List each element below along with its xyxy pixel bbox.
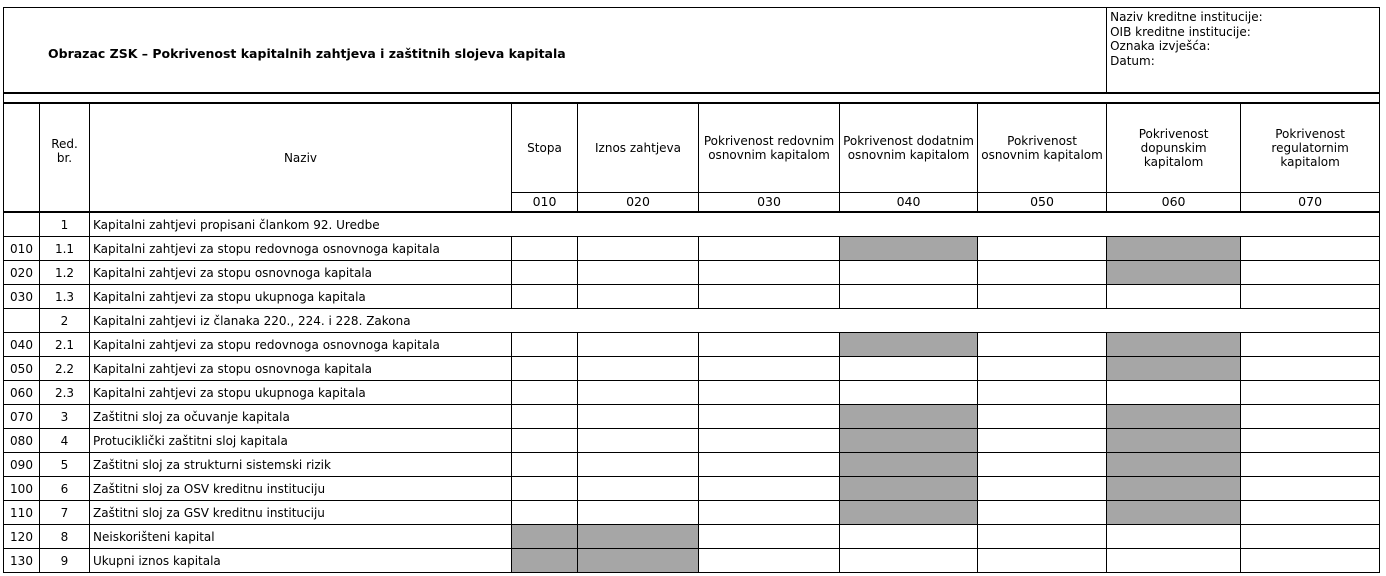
table-row xyxy=(4,357,1380,381)
value-cell-040-disabled xyxy=(840,477,978,501)
row-code: 040 xyxy=(4,333,40,357)
value-cell-030[interactable] xyxy=(699,285,840,309)
value-cell-050[interactable] xyxy=(978,501,1107,525)
row-label: Kapitalni zahtjevi propisani člankom 92. Uredbe xyxy=(90,212,1380,237)
spacer-row xyxy=(4,93,1380,103)
institution-info xyxy=(1107,8,1380,94)
value-cell-020[interactable] xyxy=(578,261,699,285)
row-label: Kapitalni zahtjevi za stopu ukupnoga kapitala xyxy=(90,381,512,405)
row-number: 6 xyxy=(40,477,90,501)
row-number: 2.2 xyxy=(40,357,90,381)
row-number: 5 xyxy=(40,453,90,477)
value-cell-010[interactable] xyxy=(512,381,578,405)
value-cell-070[interactable] xyxy=(1241,549,1380,573)
row-number: 2.1 xyxy=(40,333,90,357)
iznos-header: Iznos zahtjeva xyxy=(578,103,699,192)
col-code: 070 xyxy=(1241,192,1380,212)
zsk-table xyxy=(3,7,1380,573)
institution-name-label: Naziv kreditne institucije: xyxy=(1110,10,1263,24)
table-row xyxy=(4,525,1380,549)
value-cell-030[interactable] xyxy=(699,477,840,501)
row-label: Zaštitni sloj za strukturni sistemski rizik xyxy=(90,453,512,477)
form-title: Obrazac ZSK – Pokrivenost kapitalnih zahtjeva i zaštitnih slojeva kapitala xyxy=(4,8,1107,94)
value-cell-030[interactable] xyxy=(699,525,840,549)
value-cell-030[interactable] xyxy=(699,405,840,429)
value-cell-040[interactable] xyxy=(840,261,978,285)
value-cell-010-disabled xyxy=(512,549,578,573)
value-cell-070[interactable] xyxy=(1241,357,1380,381)
value-cell-030[interactable] xyxy=(699,549,840,573)
section-row xyxy=(4,309,1380,333)
col-code: 020 xyxy=(578,192,699,212)
row-number: 1.3 xyxy=(40,285,90,309)
red-br-header: Red. br. xyxy=(40,103,90,212)
value-cell-060[interactable] xyxy=(1107,381,1241,405)
row-label: Kapitalni zahtjevi za stopu ukupnoga kapitala xyxy=(90,285,512,309)
row-code: 010 xyxy=(4,237,40,261)
value-cell-030[interactable] xyxy=(699,429,840,453)
row-label: Kapitalni zahtjevi za stopu redovnoga osnovnoga kapitala xyxy=(90,237,512,261)
row-label: Zaštitni sloj za OSV kreditnu instituciju xyxy=(90,477,512,501)
value-cell-030[interactable] xyxy=(699,357,840,381)
value-cell-070[interactable] xyxy=(1241,381,1380,405)
table-row xyxy=(4,237,1380,261)
stopa-header: Stopa xyxy=(512,103,578,192)
value-cell-060-disabled xyxy=(1107,477,1241,501)
value-cell-020[interactable] xyxy=(578,237,699,261)
value-cell-020-disabled xyxy=(578,549,699,573)
value-cell-040-disabled xyxy=(840,429,978,453)
row-label: Kapitalni zahtjevi iz članaka 220., 224. i 228. Zakona xyxy=(90,309,1380,333)
column-headers xyxy=(4,103,1380,192)
row-number: 1.1 xyxy=(40,237,90,261)
value-cell-060-disabled xyxy=(1107,261,1241,285)
table-row xyxy=(4,405,1380,429)
row-label: Zaštitni sloj za GSV kreditnu instituciju xyxy=(90,501,512,525)
row-code xyxy=(4,309,40,333)
value-cell-040[interactable] xyxy=(840,285,978,309)
value-cell-020[interactable] xyxy=(578,429,699,453)
oib-label: OIB kreditne institucije: xyxy=(1110,24,1251,39)
col-030-header: Pokrivenost redovnim osnovnim kapitalom xyxy=(699,103,840,192)
value-cell-070[interactable] xyxy=(1241,285,1380,309)
value-cell-060-disabled xyxy=(1107,501,1241,525)
value-cell-040-disabled xyxy=(840,501,978,525)
value-cell-020[interactable] xyxy=(578,285,699,309)
value-cell-050[interactable] xyxy=(978,549,1107,573)
table-row xyxy=(4,333,1380,357)
value-cell-070[interactable] xyxy=(1241,429,1380,453)
value-cell-040[interactable] xyxy=(840,549,978,573)
table-row xyxy=(4,261,1380,285)
value-cell-050[interactable] xyxy=(978,261,1107,285)
value-cell-010[interactable] xyxy=(512,477,578,501)
section-row xyxy=(4,212,1380,237)
row-label: Protuciklički zaštitni sloj kapitala xyxy=(90,429,512,453)
value-cell-070[interactable] xyxy=(1241,453,1380,477)
row-code xyxy=(4,212,40,237)
zsk-form xyxy=(3,7,1379,573)
value-cell-040-disabled xyxy=(840,333,978,357)
row-code: 020 xyxy=(4,261,40,285)
value-cell-070[interactable] xyxy=(1241,405,1380,429)
row-number: 7 xyxy=(40,501,90,525)
value-cell-010[interactable] xyxy=(512,333,578,357)
row-number: 1.2 xyxy=(40,261,90,285)
row-number: 4 xyxy=(40,429,90,453)
report-code-label: Oznaka izvješća: xyxy=(1110,39,1211,53)
value-cell-010[interactable] xyxy=(512,429,578,453)
row-code: 070 xyxy=(4,405,40,429)
table-row xyxy=(4,285,1380,309)
col-060-header: Pokrivenost dopunskim kapitalom xyxy=(1107,103,1241,192)
row-number: 2 xyxy=(40,309,90,333)
value-cell-070[interactable] xyxy=(1241,477,1380,501)
value-cell-040-disabled xyxy=(840,237,978,261)
value-cell-050[interactable] xyxy=(978,429,1107,453)
row-label: Neiskorišteni kapital xyxy=(90,525,512,549)
row-code: 110 xyxy=(4,501,40,525)
row-code: 090 xyxy=(4,453,40,477)
value-cell-030[interactable] xyxy=(699,381,840,405)
row-number: 1 xyxy=(40,212,90,237)
row-label: Zaštitni sloj za očuvanje kapitala xyxy=(90,405,512,429)
row-number: 3 xyxy=(40,405,90,429)
value-cell-070[interactable] xyxy=(1241,333,1380,357)
value-cell-060-disabled xyxy=(1107,357,1241,381)
value-cell-010-disabled xyxy=(512,525,578,549)
value-cell-050[interactable] xyxy=(978,285,1107,309)
value-cell-010[interactable] xyxy=(512,501,578,525)
row-code: 100 xyxy=(4,477,40,501)
col-code: 010 xyxy=(512,192,578,212)
value-cell-020[interactable] xyxy=(578,333,699,357)
col-code: 060 xyxy=(1107,192,1241,212)
col-070-header: Pokrivenost regulatornim kapitalom xyxy=(1241,103,1380,192)
value-cell-050[interactable] xyxy=(978,453,1107,477)
row-number: 2.3 xyxy=(40,381,90,405)
row-code: 050 xyxy=(4,357,40,381)
row-label: Kapitalni zahtjevi za stopu osnovnoga kapitala xyxy=(90,261,512,285)
value-cell-050[interactable] xyxy=(978,525,1107,549)
value-cell-040[interactable] xyxy=(840,381,978,405)
naziv-header: Naziv xyxy=(90,103,512,212)
row-code: 060 xyxy=(4,381,40,405)
row-number: 8 xyxy=(40,525,90,549)
value-cell-030[interactable] xyxy=(699,237,840,261)
col-040-header: Pokrivenost dodatnim osnovnim kapitalom xyxy=(840,103,978,192)
value-cell-060-disabled xyxy=(1107,333,1241,357)
value-cell-070[interactable] xyxy=(1241,261,1380,285)
col-code: 030 xyxy=(699,192,840,212)
value-cell-060-disabled xyxy=(1107,405,1241,429)
value-cell-060-disabled xyxy=(1107,429,1241,453)
table-row xyxy=(4,477,1380,501)
value-cell-060[interactable] xyxy=(1107,525,1241,549)
value-cell-020[interactable] xyxy=(578,357,699,381)
value-cell-070[interactable] xyxy=(1241,525,1380,549)
value-cell-060-disabled xyxy=(1107,453,1241,477)
value-cell-030[interactable] xyxy=(699,453,840,477)
value-cell-050[interactable] xyxy=(978,237,1107,261)
value-cell-060[interactable] xyxy=(1107,549,1241,573)
value-cell-020[interactable] xyxy=(578,381,699,405)
row-code: 120 xyxy=(4,525,40,549)
value-cell-020[interactable] xyxy=(578,405,699,429)
table-row xyxy=(4,381,1380,405)
table-row xyxy=(4,501,1380,525)
value-cell-020-disabled xyxy=(578,525,699,549)
row-label: Ukupni iznos kapitala xyxy=(90,549,512,573)
value-cell-010[interactable] xyxy=(512,237,578,261)
value-cell-060[interactable] xyxy=(1107,285,1241,309)
table-row xyxy=(4,453,1380,477)
value-cell-010[interactable] xyxy=(512,285,578,309)
row-code: 130 xyxy=(4,549,40,573)
value-cell-030[interactable] xyxy=(699,501,840,525)
table-row xyxy=(4,429,1380,453)
date-label: Datum: xyxy=(1110,53,1155,68)
value-cell-070[interactable] xyxy=(1241,501,1380,525)
value-cell-050[interactable] xyxy=(978,381,1107,405)
value-cell-040-disabled xyxy=(840,405,978,429)
row-number: 9 xyxy=(40,549,90,573)
value-cell-060-disabled xyxy=(1107,237,1241,261)
col-code: 040 xyxy=(840,192,978,212)
row-label: Kapitalni zahtjevi za stopu redovnoga osnovnoga kapitala xyxy=(90,333,512,357)
code-column-header xyxy=(4,103,40,212)
value-cell-040-disabled xyxy=(840,453,978,477)
table-row xyxy=(4,549,1380,573)
value-cell-020[interactable] xyxy=(578,477,699,501)
col-code: 050 xyxy=(978,192,1107,212)
value-cell-020[interactable] xyxy=(578,453,699,477)
value-cell-040[interactable] xyxy=(840,525,978,549)
value-cell-050[interactable] xyxy=(978,477,1107,501)
value-cell-070[interactable] xyxy=(1241,237,1380,261)
value-cell-010[interactable] xyxy=(512,405,578,429)
row-code: 080 xyxy=(4,429,40,453)
col-050-header: Pokrivenost osnovnim kapitalom xyxy=(978,103,1107,192)
value-cell-040[interactable] xyxy=(840,357,978,381)
value-cell-020[interactable] xyxy=(578,501,699,525)
value-cell-030[interactable] xyxy=(699,261,840,285)
value-cell-030[interactable] xyxy=(699,333,840,357)
row-code: 030 xyxy=(4,285,40,309)
row-label: Kapitalni zahtjevi za stopu osnovnoga kapitala xyxy=(90,357,512,381)
value-cell-050[interactable] xyxy=(978,405,1107,429)
value-cell-010[interactable] xyxy=(512,357,578,381)
value-cell-050[interactable] xyxy=(978,357,1107,381)
value-cell-010[interactable] xyxy=(512,453,578,477)
value-cell-010[interactable] xyxy=(512,261,578,285)
value-cell-050[interactable] xyxy=(978,333,1107,357)
